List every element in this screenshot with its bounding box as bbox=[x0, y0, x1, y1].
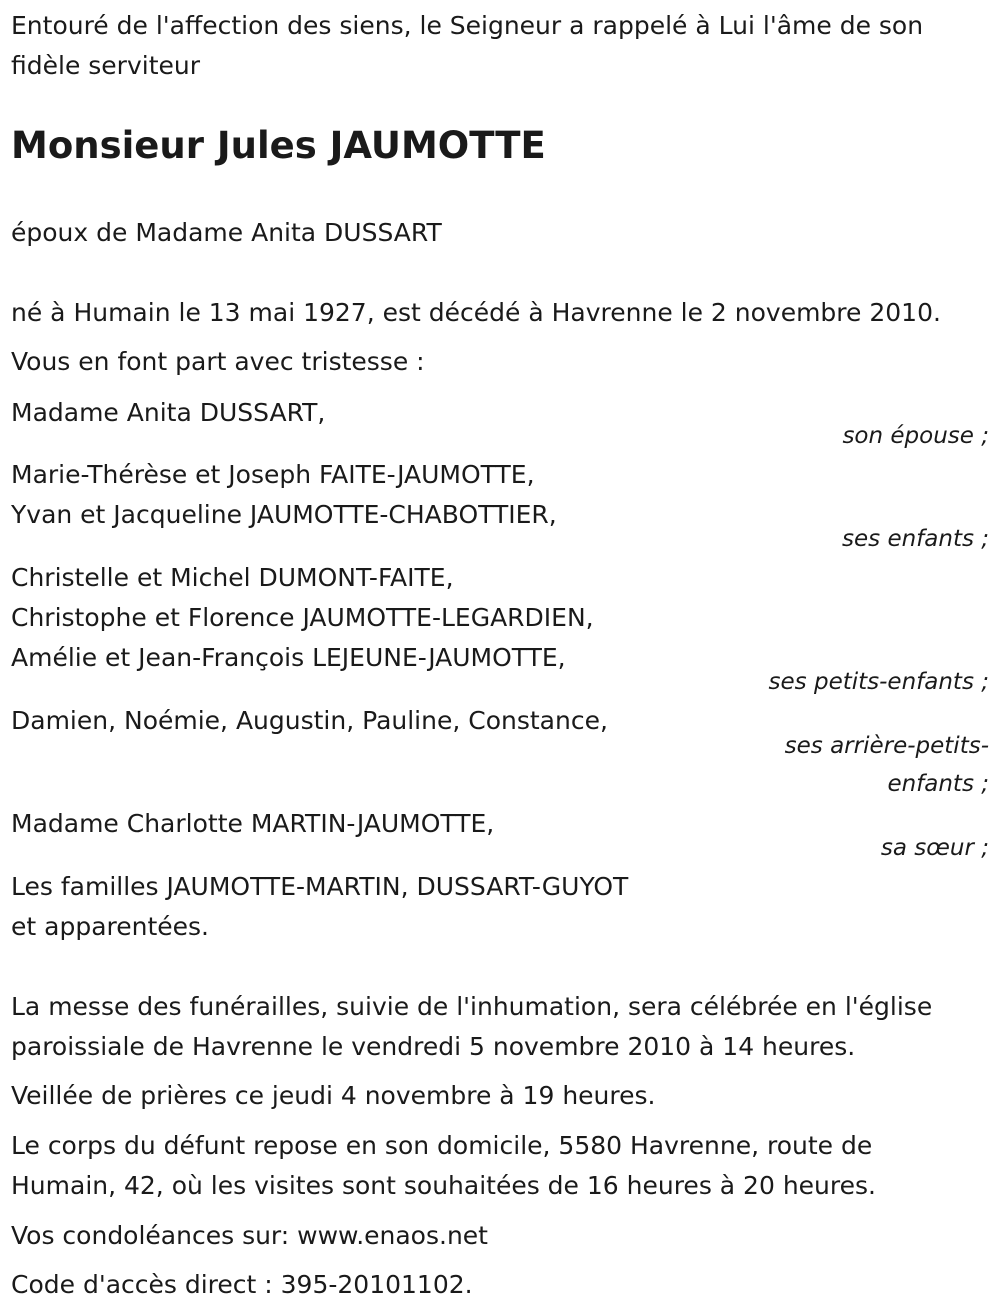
family-spouse-name: Madame Anita DUSSART, bbox=[11, 398, 326, 427]
intro-line-2: fidèle serviteur bbox=[11, 51, 201, 80]
condolences-line: Vos condoléances sur: www.enaos.net bbox=[11, 1221, 488, 1250]
ceremony-line-2: paroissiale de Havrenne le vendredi 5 novembre 2010 à 14 heures. bbox=[11, 1032, 856, 1061]
families-line-2: et apparentées. bbox=[11, 912, 209, 941]
visitation-line-1: Le corps du défunt repose en son domicile, 5580 Havrenne, route de bbox=[11, 1131, 873, 1160]
family-great-grandchildren-names: Damien, Noémie, Augustin, Pauline, Constance, bbox=[11, 706, 608, 735]
intro-line-1: Entouré de l'affection des siens, le Seigneur a rappelé à Lui l'âme de son bbox=[11, 11, 924, 40]
family-grandchildren-role: ses petits-enfants ; bbox=[768, 669, 989, 695]
families-line-1: Les familles JAUMOTTE-MARTIN, DUSSART-GUYOT bbox=[11, 872, 629, 901]
announce-line: Vous en font part avec tristesse : bbox=[11, 347, 425, 376]
deceased-name: Monsieur Jules JAUMOTTE bbox=[11, 124, 546, 167]
family-grandchild-name: Amélie et Jean-François LEJEUNE-JAUMOTTE, bbox=[11, 643, 566, 672]
access-code-line: Code d'accès direct : 395-20101102. bbox=[11, 1270, 473, 1299]
vigil-line: Veillée de prières ce jeudi 4 novembre à 19 heures. bbox=[11, 1081, 656, 1110]
family-grandchild-name: Christophe et Florence JAUMOTTE-LEGARDIEN, bbox=[11, 603, 594, 632]
family-grandchild-name: Christelle et Michel DUMONT-FAITE, bbox=[11, 563, 454, 592]
visitation-line-2: Humain, 42, où les visites sont souhaitées de 16 heures à 20 heures. bbox=[11, 1171, 876, 1200]
family-sister-role: sa sœur ; bbox=[880, 835, 989, 861]
family-great-grandchildren-role-2: enfants ; bbox=[887, 771, 989, 797]
family-sister-name: Madame Charlotte MARTIN-JAUMOTTE, bbox=[11, 809, 495, 838]
family-child-name: Marie-Thérèse et Joseph FAITE-JAUMOTTE, bbox=[11, 460, 535, 489]
ceremony-line-1: La messe des funérailles, suivie de l'inhumation, sera célébrée en l'église bbox=[11, 992, 933, 1021]
family-spouse-role: son épouse ; bbox=[842, 423, 989, 449]
intro-text bbox=[11, 6, 923, 86]
family-great-grandchildren-role-1: ses arrière-petits- bbox=[784, 733, 989, 759]
family-children-role: ses enfants ; bbox=[842, 526, 989, 552]
birth-death-line: né à Humain le 13 mai 1927, est décédé à Havrenne le 2 novembre 2010. bbox=[11, 298, 941, 327]
spouse-line: époux de Madame Anita DUSSART bbox=[11, 218, 442, 247]
family-child-name: Yvan et Jacqueline JAUMOTTE-CHABOTTIER, bbox=[11, 500, 557, 529]
